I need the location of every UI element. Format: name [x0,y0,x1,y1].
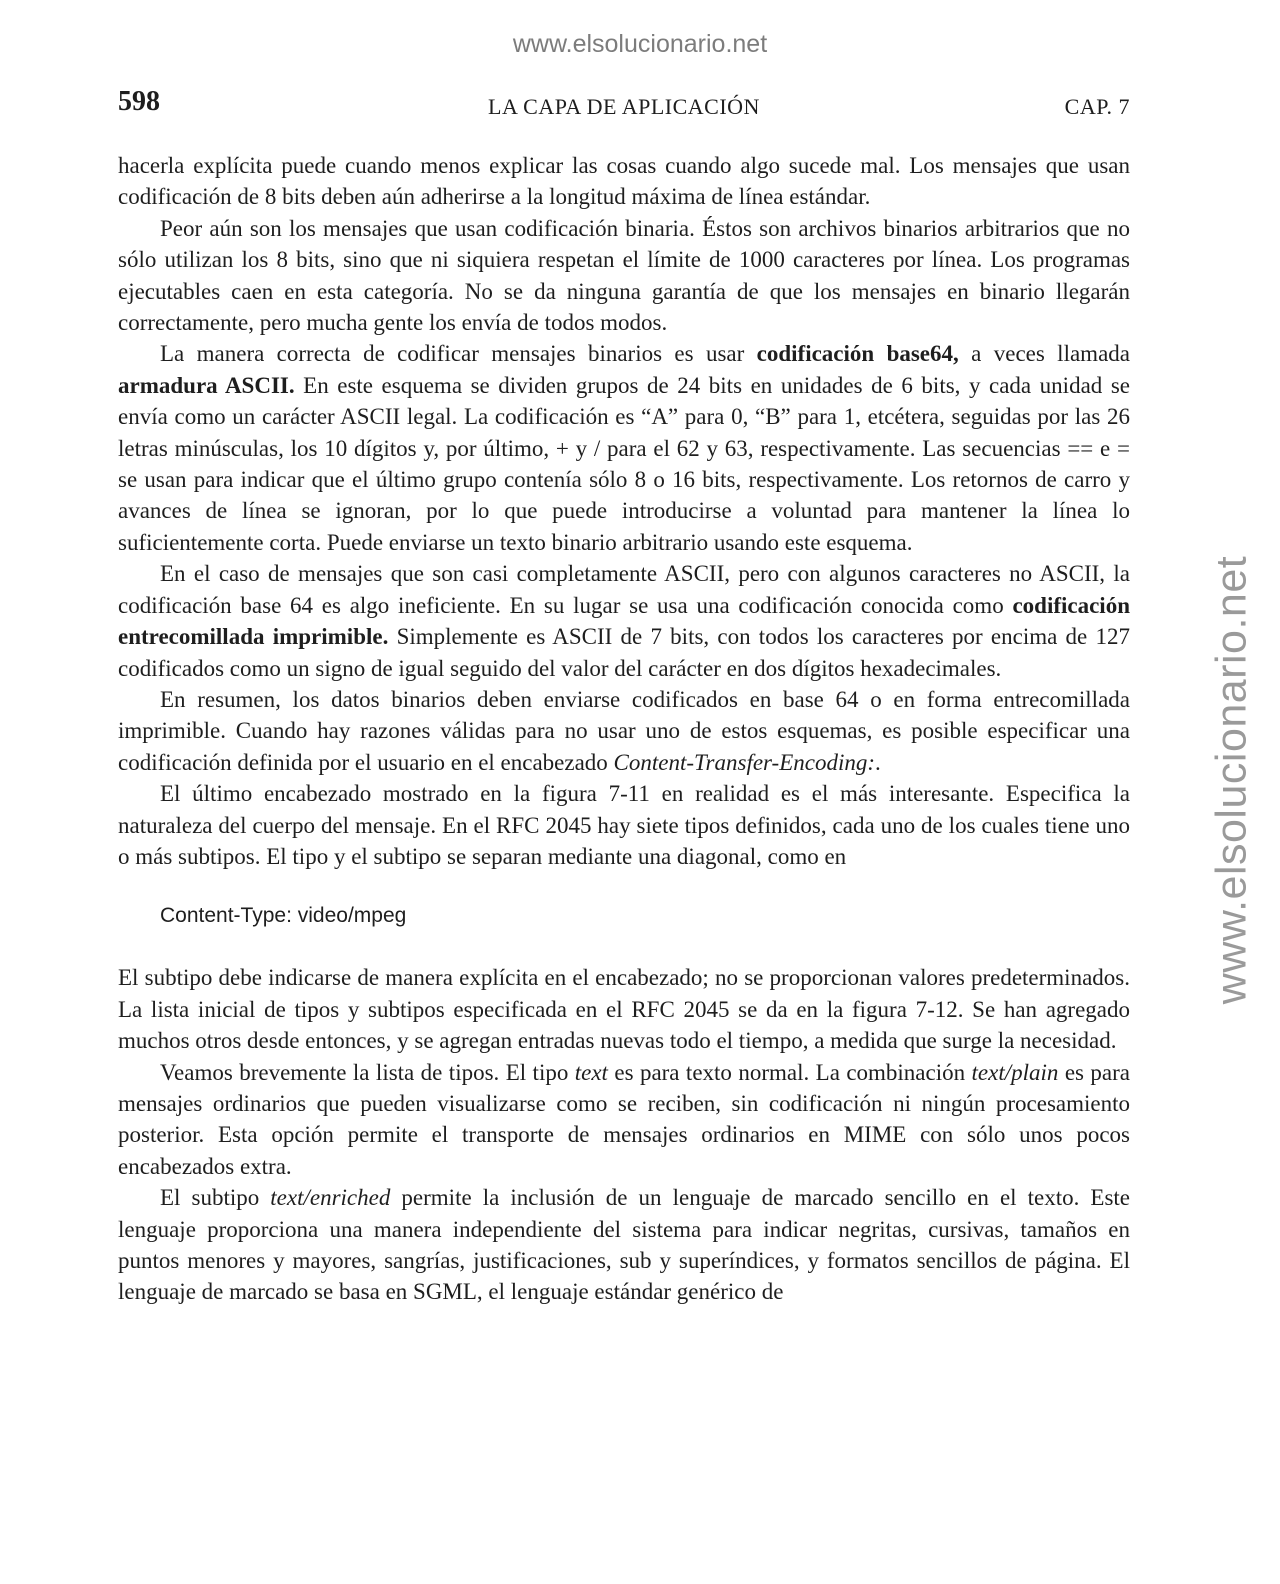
term-text: text [574,1059,608,1085]
watermark-side: www.elsolucionario.net [1207,555,1256,1005]
paragraph-9-text-a: El subtipo [160,1185,271,1211]
paragraph-5 [118,684,1130,778]
paragraph-2: Peor aún son los mensajes que usan codificación binaria. Éstos son archivos binarios arbitrarios que no sólo utilizan los 8 bits, sino que ni siquiera respetan el límite de 1000 caracteres por línea. Los programas ejecutables caen en esta categoría. No se da ninguna garantía de que los mensajes en binario llegarán correctamente, pero mucha gente los envía de todos modos. [118,215,1130,336]
page-number: 598 [118,86,160,117]
paragraph-3-text-e: En este esquema se dividen grupos de 24 bits en unidades de 6 bits, y cada unidad se envía como un carácter ASCII legal. La codificación es “A” para 0, “B” para 1, etcétera, seguidas por las 26 letras minúsculas, los 10 dígitos y, por último, + y / para el 62 y 63, respectivamente. Las secuencias == e = se usan para indicar que el último grupo contenía sólo 8 o 16 bits, respectivamente. Los retornos de carro y avances de línea se ignoran, por lo que puede introducirse a voluntad para mantener la línea lo suficientemente corta. Puede enviarse un texto binario arbitrario usando este esquema. [118,372,1130,555]
paragraph-1: hacerla explícita puede cuando menos explicar las cosas cuando algo sucede mal. Los mensajes que usan codificación de 8 bits deben aún adherirse a la longitud máxima de línea estándar. [118,153,1130,210]
running-head [118,86,1130,126]
paragraph-3 [118,338,1130,558]
paragraph-3-text-a: La manera correcta de codificar mensajes binarios es usar [160,341,757,367]
code-example: Content-Type: video/mpeg [160,904,407,928]
paragraph-5-text-c: . [875,749,881,775]
paragraph-9-text-c: permite la inclusión de un lenguaje de marcado sencillo en el texto. Este lenguaje proporciona una manera independiente del sistema para indicar negritas, cursivas, tamaños en puntos menores y mayores, sangrías, justificaciones, sub y superíndices, y formatos sencillos de página. El lenguaje de marcado se basa en SGML, el lenguaje estándar genérico de [118,1185,1130,1305]
paragraph-8-text-c: es para texto normal. La combinación [607,1059,972,1085]
paragraph-8-text-e: es para mensajes ordinarios que pueden visualizarse como se reciben, sin codificación ni ningún procesamiento posterior. Esta opción permite el transporte de mensajes ordinarios en MIME con sólo unos pocos encabezados extra. [118,1059,1130,1179]
paragraph-7: El subtipo debe indicarse de manera explícita en el encabezado; no se proporcionan valores predeterminados. La lista inicial de tipos y subtipos especificada en el RFC 2045 se da en la figura 7-12. Se han agregado muchos otros desde entonces, y se agregan entradas nuevas todo el tiempo, a medida que surge la necesidad. [118,965,1130,1054]
term-text-plain: text/plain [971,1059,1059,1085]
term-base64: codificación base64, [756,341,959,367]
paragraph-4 [118,558,1130,684]
paragraph-3-text-c: a veces llamada [958,341,1130,367]
chapter-title: LA CAPA DE APLICACIÓN [488,94,760,119]
paragraph-4-text-a: En el caso de mensajes que son casi completamente ASCII, pero con algunos caracteres no ASCII, la codificación base 64 es algo ineficiente. En su lugar se usa una codificación conocida como [118,561,1130,618]
term-ascii-armor: armadura ASCII. [118,372,295,398]
chapter-label: CAP. 7 [1064,94,1130,119]
paragraph-8 [118,1057,1130,1183]
header-content-transfer-encoding: Content-Transfer-Encoding: [613,749,876,775]
paragraph-5-text-a: En resumen, los datos binarios deben enviarse codificados en base 64 o en forma entrecomillada imprimible. Cuando hay razones válidas para no usar uno de estos esquemas, es posible especificar una codificación definida por el usuario en el encabezado [118,686,1130,775]
paragraph-4-text-c: Simplemente es ASCII de 7 bits, con todos los caracteres por encima de 127 codificados como un signo de igual seguido del valor del carácter en dos dígitos hexadecimales. [118,624,1130,681]
paragraph-6: El último encabezado mostrado en la figura 7-11 en realidad es el más interesante. Especifica la naturaleza del cuerpo del mensaje. En el RFC 2045 hay siete tipos definidos, cada uno de los cuales tiene uno o más subtipos. El tipo y el subtipo se separan mediante una diagonal, como en [118,781,1130,869]
body-text [118,150,1130,1308]
term-quoted-printable: codificación entrecomillada imprimible. [118,592,1130,650]
paragraph-8-text-a: Veamos brevemente la lista de tipos. El tipo [160,1059,575,1085]
term-text-enriched: text/enriched [270,1185,391,1211]
watermark-top: www.elsolucionario.net [512,30,768,58]
paragraph-9 [118,1182,1130,1308]
